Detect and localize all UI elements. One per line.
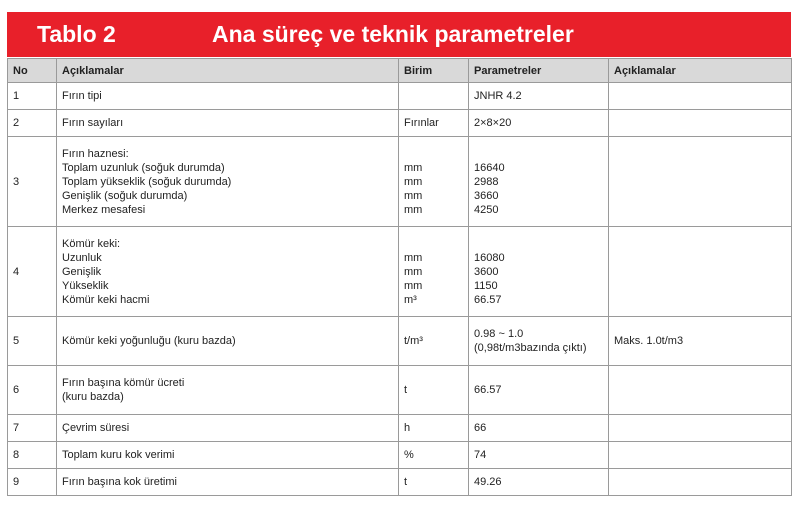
- cell-unit: mm mm mm mm: [399, 137, 469, 227]
- cell-no: 8: [8, 442, 57, 469]
- cell-no: 1: [8, 83, 57, 110]
- cell-no: 4: [8, 227, 57, 317]
- cell-description: Kömür keki: Uzunluk Genişlik Yükseklik Kömür keki hacmi: [57, 227, 399, 317]
- table-row: [8, 227, 792, 317]
- cell-description: Fırın haznesi: Toplam uzunluk (soğuk durumda) Toplam yükseklik (soğuk durumda) Genişlik (soğuk durumda) Merkez mesafesi: [57, 137, 399, 227]
- cell-unit: t/m³: [399, 317, 469, 366]
- cell-description: Fırın sayıları: [57, 110, 399, 137]
- col-header-unit: Birim: [399, 59, 469, 83]
- cell-parameter: 49.26: [469, 469, 609, 496]
- table-row: [8, 442, 792, 469]
- table-banner: [7, 12, 791, 57]
- cell-parameter: 2×8×20: [469, 110, 609, 137]
- cell-parameter: 16080 3600 1150 66.57: [469, 227, 609, 317]
- col-header-description: Açıklamalar: [57, 59, 399, 83]
- cell-description: Fırın tipi: [57, 83, 399, 110]
- table-header-row: [8, 59, 792, 83]
- cell-no: 6: [8, 366, 57, 415]
- cell-no: 5: [8, 317, 57, 366]
- table-row: [8, 469, 792, 496]
- cell-unit: Fırınlar: [399, 110, 469, 137]
- cell-no: 9: [8, 469, 57, 496]
- cell-unit: t: [399, 366, 469, 415]
- cell-description: Toplam kuru kok verimi: [57, 442, 399, 469]
- cell-unit: %: [399, 442, 469, 469]
- col-header-notes: Açıklamalar: [609, 59, 792, 83]
- cell-note: [609, 110, 792, 137]
- cell-unit: mm mm mm m³: [399, 227, 469, 317]
- cell-unit: h: [399, 415, 469, 442]
- table-title: Ana süreç ve teknik parametreler: [212, 21, 574, 47]
- cell-description: Fırın başına kömür ücreti (kuru bazda): [57, 366, 399, 415]
- cell-parameter: 74: [469, 442, 609, 469]
- table-row: [8, 415, 792, 442]
- cell-note: [609, 137, 792, 227]
- cell-description: Çevrim süresi: [57, 415, 399, 442]
- cell-description: Kömür keki yoğunluğu (kuru bazda): [57, 317, 399, 366]
- table-row: [8, 83, 792, 110]
- cell-parameter: 66.57: [469, 366, 609, 415]
- table-label: Tablo 2: [37, 21, 116, 47]
- cell-parameter: 16640 2988 3660 4250: [469, 137, 609, 227]
- cell-note: [609, 415, 792, 442]
- col-header-parameters: Parametreler: [469, 59, 609, 83]
- cell-note: [609, 227, 792, 317]
- cell-note: [609, 469, 792, 496]
- table-row: [8, 366, 792, 415]
- cell-unit: [399, 83, 469, 110]
- cell-description: Fırın başına kok üretimi: [57, 469, 399, 496]
- cell-no: 2: [8, 110, 57, 137]
- cell-note: [609, 83, 792, 110]
- cell-note: [609, 442, 792, 469]
- cell-parameter: JNHR 4.2: [469, 83, 609, 110]
- cell-no: 7: [8, 415, 57, 442]
- table-row: [8, 137, 792, 227]
- col-header-no: No: [8, 59, 57, 83]
- cell-parameter: 0.98 ~ 1.0 (0,98t/m3bazında çıktı): [469, 317, 609, 366]
- table-row: [8, 110, 792, 137]
- cell-note: [609, 366, 792, 415]
- cell-parameter: 66: [469, 415, 609, 442]
- cell-note: Maks. 1.0t/m3: [609, 317, 792, 366]
- cell-unit: t: [399, 469, 469, 496]
- parameters-table: [7, 58, 792, 496]
- cell-no: 3: [8, 137, 57, 227]
- table-row: [8, 317, 792, 366]
